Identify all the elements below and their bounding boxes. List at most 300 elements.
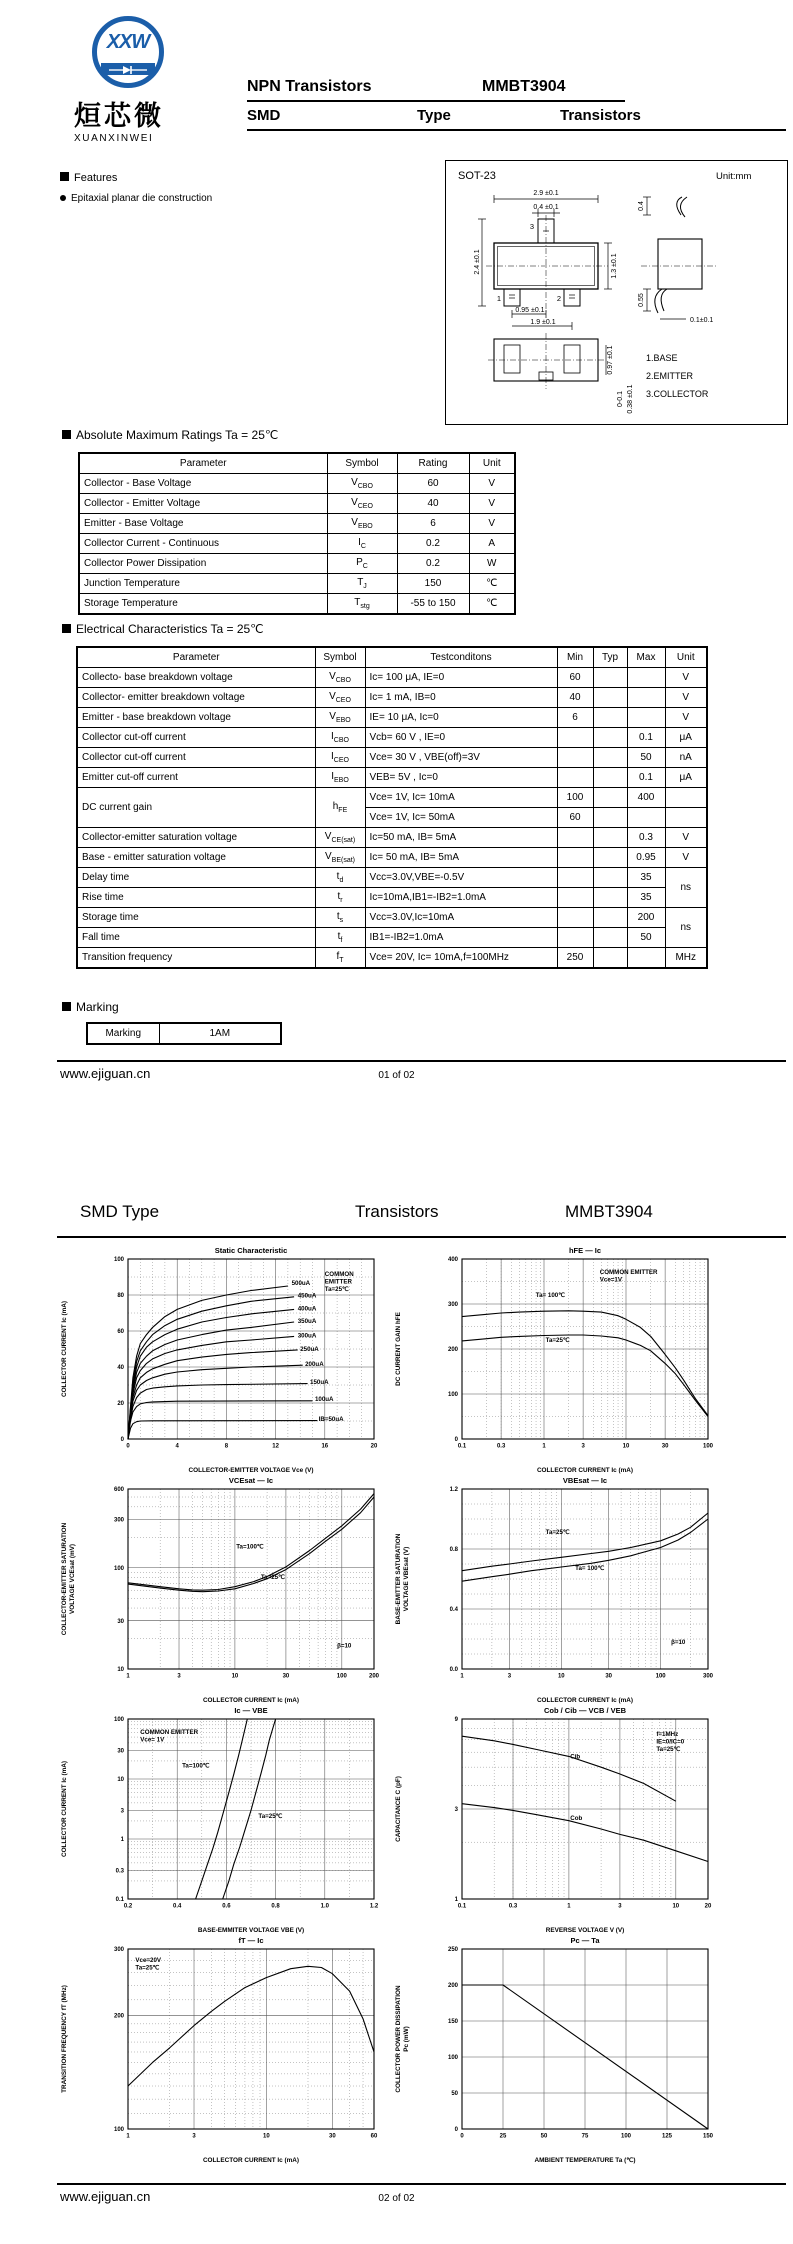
features-item-text: Epitaxial planar die construction	[71, 193, 213, 204]
dim-1-9: 1.9 ±0.1	[530, 319, 556, 326]
table-cell	[593, 748, 627, 768]
table-row	[77, 688, 707, 708]
chart-text: 200	[113, 2013, 124, 2020]
table-header-cell: Symbol	[315, 647, 365, 668]
chart-text: 100	[113, 2127, 124, 2134]
table-cell: 100	[557, 788, 593, 808]
table-cell: Collector-emitter saturation voltage	[77, 828, 315, 848]
table-cell: VEB= 5V , Ic=0	[365, 768, 557, 788]
table-cell: Junction Temperature	[79, 574, 327, 594]
footer-page-number: 01 of 02	[378, 1070, 415, 1081]
chart-text: Cib	[570, 1753, 581, 1761]
table-header-cell: Symbol	[327, 453, 397, 474]
table-cell: Collector Power Dissipation	[79, 554, 327, 574]
square-bullet-icon	[62, 430, 71, 439]
table-row	[87, 1023, 281, 1044]
chart-text: 30	[329, 2133, 336, 2140]
table-cell: $f_T$	[315, 948, 365, 969]
chart-text: Ta=25℃	[135, 1964, 160, 1972]
table-cell: ns	[665, 908, 707, 948]
table-cell: $t_f$	[315, 928, 365, 948]
table-cell: Fall time	[77, 928, 315, 948]
data-table	[78, 452, 516, 615]
table-cell: Base - emitter saturation voltage	[77, 848, 315, 868]
chart-text: 3	[581, 1443, 585, 1450]
table-cell: A	[469, 534, 515, 554]
chart-text: Ta=25℃	[545, 1529, 570, 1536]
table-cell: 40	[397, 494, 469, 514]
chart-text: 20	[117, 1401, 124, 1408]
table-cell: $t_d$	[315, 868, 365, 888]
chart-text: COLLECTOR CURRENT Ic (mA)	[536, 1697, 634, 1704]
table-cell	[593, 828, 627, 848]
table-cell: 60	[397, 474, 469, 494]
table-cell: $V_{EBO}$	[327, 514, 397, 534]
dim-0-0-1: 0-0.1	[617, 391, 624, 407]
table-cell: $P_C$	[327, 554, 397, 574]
chart-text: Ta=25℃	[258, 1813, 283, 1820]
chart-text: 10	[672, 1903, 680, 1910]
chart-svg	[58, 1933, 388, 2165]
chart-text: 1	[567, 1903, 571, 1910]
chart-text: 30	[117, 1748, 124, 1755]
package-unit: Unit:mm	[716, 171, 752, 182]
table-cell: ℃	[469, 594, 515, 615]
chart-text: 30	[605, 1673, 613, 1680]
square-bullet-icon	[60, 172, 69, 181]
table-cell: 0.2	[397, 554, 469, 574]
table-cell	[557, 848, 593, 868]
chart-text: Vce=1V	[599, 1276, 622, 1284]
table-cell: nA	[665, 748, 707, 768]
chart-text: Cob	[570, 1814, 583, 1822]
chart-text: COMMON EMITTER	[599, 1269, 658, 1276]
chart-text: 0.3	[496, 1443, 506, 1450]
pin-legend-emitter: 2.EMITTER	[646, 371, 694, 381]
chart-text: 100	[447, 1392, 458, 1399]
chart-text: 100	[702, 1443, 714, 1450]
chart-text: Pc — Ta	[570, 1936, 600, 1945]
chart-text: 300uA	[297, 1332, 317, 1340]
table-cell	[557, 908, 593, 928]
chart-text: 30	[117, 1618, 124, 1625]
table-cell: Delay time	[77, 868, 315, 888]
chart-text: 75	[581, 2133, 589, 2140]
chart-text: 0.1	[115, 1897, 124, 1904]
table-cell	[593, 688, 627, 708]
table-cell: $T_{stg}$	[327, 594, 397, 615]
table-cell: IE= 10 μA, Ic=0	[365, 708, 557, 728]
table-cell: $V_{CBO}$	[327, 474, 397, 494]
chart-text: 150	[702, 2133, 714, 2140]
chart-text: 3	[454, 1807, 458, 1814]
chart-hfe-vs-ic	[392, 1243, 722, 1475]
chart-text: AMBIENT TEMPERATURE Ta (℃)	[534, 2157, 636, 2164]
chart-text: 100	[113, 1257, 124, 1264]
chart-curve-IB=150uA	[128, 1384, 308, 1439]
package-name: SOT-23	[458, 170, 496, 182]
chart-text: 0.3	[508, 1903, 518, 1910]
chart-text: 0.2	[123, 1903, 133, 1910]
table-cell: 35	[627, 868, 665, 888]
chart-text: 0.8	[271, 1903, 280, 1910]
chart-text: 60	[117, 1329, 124, 1336]
features-item	[60, 193, 212, 204]
footer-page-number: 02 of 02	[378, 2193, 415, 2204]
chart-text: hFE — Ic	[568, 1246, 602, 1255]
dim-0-97: 0.97 ±0.1	[607, 345, 614, 375]
chart-text: Ta=25℃	[324, 1285, 350, 1293]
chart-text: 300	[702, 1673, 714, 1680]
chart-text: Ta=100℃	[236, 1543, 264, 1551]
table-row	[77, 668, 707, 688]
table-cell	[593, 928, 627, 948]
table-cell: 35	[627, 888, 665, 908]
table-cell: $V_{EBO}$	[315, 708, 365, 728]
chart-text: IB=50uA	[318, 1416, 344, 1423]
table-cell	[557, 888, 593, 908]
table-cell	[593, 948, 627, 969]
chart-text: 10	[557, 1673, 565, 1680]
chart-text: 200	[447, 1347, 458, 1354]
dim-side-0-1: 0.1±0.1	[690, 317, 714, 324]
chart-text: 0.1	[457, 1443, 467, 1450]
chart-curve-IB=50uA	[128, 1421, 317, 1439]
table-cell: $t_s$	[315, 908, 365, 928]
table-cell: 50	[627, 748, 665, 768]
round-bullet-icon	[60, 195, 66, 201]
diode-icon	[101, 64, 155, 76]
p2-header-left: SMD Type	[80, 1202, 160, 1221]
table-cell: Collector - Base Voltage	[79, 474, 327, 494]
chart-text: 12	[272, 1443, 279, 1450]
chart-text: 600	[113, 1487, 124, 1494]
dim-2-4: 2.4 ±0.1	[474, 249, 481, 275]
table-cell: Vce= 20V, Ic= 10mA,f=100MHz	[365, 948, 557, 969]
table-cell: $I_{CEO}$	[315, 748, 365, 768]
table-cell	[665, 808, 707, 828]
table-header-row	[77, 647, 707, 668]
chart-text: 200	[447, 1983, 458, 1990]
chart-text: 8	[224, 1443, 229, 1450]
table-cell: $h_{FE}$	[315, 788, 365, 828]
chart-text: 100uA	[314, 1396, 334, 1404]
chart-text: 300	[113, 1947, 124, 1954]
chart-svg	[58, 1703, 388, 1935]
subtitle-type: Type	[417, 107, 451, 124]
logo-mark-icon	[92, 16, 164, 88]
table-cell: V	[469, 494, 515, 514]
chart-ft-vs-ic	[58, 1933, 388, 2165]
table-cell: V	[469, 514, 515, 534]
chart-text: VOLTAGE VBEsat (V)	[403, 1546, 410, 1612]
chart-text: 40	[117, 1365, 124, 1372]
chart-text: 1	[460, 1673, 464, 1680]
doc-title: NPN Transistors	[247, 78, 372, 95]
chart-text: EMITTER	[324, 1278, 352, 1286]
dim-1-3: 1.3 ±0.1	[611, 253, 618, 279]
table-cell: $V_{CE(sat)}$	[315, 828, 365, 848]
footer-line	[57, 2183, 786, 2185]
chart-text: β=10	[671, 1638, 686, 1646]
table-row	[79, 554, 515, 574]
chart-text: 100	[113, 1717, 124, 1724]
marking-heading-text: Marking	[76, 1000, 119, 1014]
chart-pc-vs-ta	[392, 1933, 722, 2165]
pin-legend-base: 1.BASE	[646, 353, 678, 363]
table-cell: Emitter - base breakdown voltage	[77, 708, 315, 728]
table-cell: 6	[397, 514, 469, 534]
package-drawing	[446, 161, 787, 424]
chart-text: Ic — VBE	[234, 1706, 268, 1715]
chart-curve-Ta=25℃	[462, 1513, 708, 1571]
table-row	[77, 888, 707, 908]
table-cell: 0.2	[397, 534, 469, 554]
dim-2-9: 2.9 ±0.1	[533, 190, 559, 197]
table-cell: $T_J$	[327, 574, 397, 594]
chart-curve-IB=100uA	[128, 1401, 313, 1439]
table-header-cell: Min	[557, 647, 593, 668]
chart-text: 350uA	[297, 1317, 317, 1325]
chart-text: BASE-EMITTER SATURATION	[395, 1533, 402, 1625]
chart-text: 50	[540, 2133, 548, 2140]
footer-site: www.ejiguan.cn	[60, 2189, 151, 2204]
chart-text: 80	[117, 1293, 124, 1300]
chart-text: 20	[370, 1443, 378, 1450]
chart-text: 300	[113, 1517, 124, 1524]
chart-text: 100	[620, 2133, 632, 2140]
table-cell: Rise time	[77, 888, 315, 908]
table-cell: Collector cut-off current	[77, 728, 315, 748]
chart-text: 4	[175, 1443, 179, 1450]
table-cell: V	[469, 474, 515, 494]
table-cell: Ic= 1 mA, IB=0	[365, 688, 557, 708]
table-cell	[627, 948, 665, 969]
table-row	[77, 848, 707, 868]
footer-site: www.ejiguan.cn	[60, 1066, 151, 1081]
table-cell: $V_{BE(sat)}$	[315, 848, 365, 868]
table-cell: Ic=50 mA, IB= 5mA	[365, 828, 557, 848]
table-row	[77, 768, 707, 788]
chart-text: 150	[447, 2019, 458, 2026]
chart-text: Ta=25℃	[545, 1336, 570, 1344]
table-header-cell: Testconditons	[365, 647, 557, 668]
chart-text: 30	[282, 1673, 290, 1680]
table-cell: $t_r$	[315, 888, 365, 908]
chart-text: Static Characteristic	[214, 1246, 288, 1255]
divider-line	[247, 100, 625, 102]
chart-text: 16	[321, 1443, 329, 1450]
features-heading-text: Features	[74, 172, 118, 184]
chart-text: COLLECTOR CURRENT Ic (mA)	[202, 1697, 300, 1704]
chart-text: 0.6	[222, 1903, 231, 1910]
chart-text: 100	[113, 1565, 124, 1572]
chart-text: 150uA	[310, 1379, 329, 1387]
table-row	[79, 494, 515, 514]
chart-text: COLLECTOR-EMITTER SATURATION	[61, 1522, 68, 1636]
table-row	[77, 708, 707, 728]
chart-text: 300	[447, 1302, 458, 1309]
chart-text: COLLECTOR POWER DISSIPATION	[395, 1985, 402, 2093]
subtitle-transistors: Transistors	[560, 107, 641, 124]
chart-text: 3	[618, 1903, 622, 1910]
logo-xxw-text: XXW	[106, 31, 150, 53]
pin3-number: 3	[529, 222, 534, 231]
table-cell: ns	[665, 868, 707, 908]
table-cell: Collecto- base breakdown voltage	[77, 668, 315, 688]
logo	[74, 16, 194, 144]
chart-text: 0	[460, 2133, 464, 2140]
table-cell: $I_{EBO}$	[315, 768, 365, 788]
chart-curve-IB=500uA	[128, 1286, 288, 1439]
table-row	[79, 594, 515, 615]
chart-ic-vs-vbe	[58, 1703, 388, 1935]
table-cell: Collector cut-off current	[77, 748, 315, 768]
features-heading	[60, 172, 117, 184]
chart-text: 0	[454, 2127, 458, 2134]
chart-text: VOLTAGE VCEsat (mV)	[69, 1543, 76, 1615]
chart-text: 250	[447, 1947, 458, 1954]
divider-line	[247, 129, 786, 131]
table-cell	[627, 708, 665, 728]
table-cell: Marking	[87, 1023, 159, 1044]
table-header-cell: Rating	[397, 453, 469, 474]
table-row	[79, 514, 515, 534]
elec-heading-text: Electrical Characteristics Ta = 25℃	[76, 622, 264, 636]
chart-svg	[392, 1473, 722, 1705]
chart-text: 0.0	[449, 1667, 458, 1674]
chart-text: VBEsat — Ic	[562, 1476, 608, 1485]
chart-text: 0.4	[173, 1903, 182, 1910]
table-header-cell: Parameter	[79, 453, 327, 474]
table-header-cell: Unit	[665, 647, 707, 668]
chart-text: 30	[661, 1443, 669, 1450]
table-cell	[593, 808, 627, 828]
table-cell	[627, 808, 665, 828]
chart-text: VCEsat — Ic	[228, 1476, 274, 1485]
table-row	[77, 748, 707, 768]
table-cell: V	[665, 848, 707, 868]
chart-text: 125	[661, 2133, 673, 2140]
p2-header-right: MMBT3904	[565, 1202, 653, 1221]
data-table	[86, 1022, 282, 1045]
table-cell: 40	[557, 688, 593, 708]
table-cell: Vcc=3.0V,Ic=10mA	[365, 908, 557, 928]
table-cell: 0.95	[627, 848, 665, 868]
chart-text: 200uA	[305, 1361, 324, 1369]
chart-text: COLLECTOR CURRENT Ic (mA)	[61, 1300, 68, 1398]
table-cell: Collector - Emitter Voltage	[79, 494, 327, 514]
table-cell	[593, 908, 627, 928]
chart-svg	[392, 1243, 722, 1475]
chart-text: 1.2	[369, 1903, 379, 1910]
chart-text: 100	[655, 1673, 666, 1680]
chart-text: 500uA	[291, 1280, 311, 1288]
table-cell: W	[469, 554, 515, 574]
chart-text: 3	[507, 1673, 512, 1680]
table-cell	[593, 768, 627, 788]
chart-text: 10	[622, 1443, 630, 1450]
table-cell	[557, 768, 593, 788]
chart-text: Pc (mW)	[403, 2026, 410, 2052]
square-bullet-icon	[62, 624, 71, 633]
table-row	[77, 928, 707, 948]
table-cell	[557, 748, 593, 768]
table-header-cell: Max	[627, 647, 665, 668]
table-cell	[557, 828, 593, 848]
table-cell: 150	[397, 574, 469, 594]
table-cell	[627, 688, 665, 708]
table-cell: DC current gain	[77, 788, 315, 828]
table-cell: Vcb= 60 V , IE=0	[365, 728, 557, 748]
footer-line	[57, 1060, 786, 1062]
chart-capacitance-vs-voltage	[392, 1703, 722, 1935]
chart-text: 10	[117, 1777, 124, 1784]
chart-text: 400uA	[297, 1305, 317, 1313]
table-cell	[593, 888, 627, 908]
logo-chinese-name: 烜芯微	[74, 101, 164, 131]
table-cell: 400	[627, 788, 665, 808]
table-cell: Ic= 50 mA, IB= 5mA	[365, 848, 557, 868]
table-row	[77, 908, 707, 928]
abs-max-table-host	[78, 452, 516, 615]
table-cell	[627, 668, 665, 688]
chart-text: 1	[120, 1837, 124, 1844]
chart-text: COMMON	[324, 1270, 354, 1278]
chart-curve-IB=450uA	[128, 1297, 294, 1439]
chart-text: 9	[454, 1717, 458, 1724]
chart-text: 0.8	[449, 1547, 458, 1554]
dim-side-0-4: 0.4	[638, 201, 645, 211]
table-cell: ℃	[469, 574, 515, 594]
table-cell: $V_{CBO}$	[315, 668, 365, 688]
table-cell: 50	[627, 928, 665, 948]
chart-text: TRANSITION FREQUENCY fT (MHz)	[61, 1985, 68, 2093]
chart-text: COMMON EMITTER	[140, 1729, 199, 1736]
elec-heading	[62, 622, 264, 636]
table-cell: μA	[665, 728, 707, 748]
table-cell: 60	[557, 808, 593, 828]
abs-max-heading	[62, 428, 278, 442]
package-outline-box	[445, 160, 788, 425]
chart-text: 1	[454, 1897, 458, 1904]
data-table	[76, 646, 708, 969]
chart-text: 100	[336, 1673, 347, 1680]
chart-svg	[58, 1473, 388, 1705]
chart-text: fT — Ic	[238, 1936, 264, 1945]
table-cell	[593, 728, 627, 748]
chart-text: Ta=25℃	[260, 1574, 286, 1581]
table-row	[77, 728, 707, 748]
chart-text: 450uA	[297, 1292, 317, 1300]
table-cell: Emitter cut-off current	[77, 768, 315, 788]
chart-text: 50	[451, 2091, 458, 2098]
table-cell	[665, 788, 707, 808]
chart-text: DC CURRENT GAIN hFE	[395, 1312, 402, 1386]
table-cell: 0.1	[627, 768, 665, 788]
elec-table-host	[76, 646, 708, 969]
table-cell: 1AM	[159, 1023, 281, 1044]
chart-text: 1.2	[449, 1487, 458, 1494]
chart-text: f=1MHz	[656, 1730, 679, 1738]
table-cell: Collector Current - Continuous	[79, 534, 327, 554]
chart-vbesat-vs-ic	[392, 1473, 722, 1705]
chart-curve-IB=250uA	[128, 1350, 298, 1439]
chart-text: 200	[368, 1673, 380, 1680]
chart-svg	[58, 1243, 388, 1475]
chart-text: Vce= 1V	[140, 1736, 165, 1744]
dim-0-38: 0.38 ±0.1	[627, 384, 634, 414]
